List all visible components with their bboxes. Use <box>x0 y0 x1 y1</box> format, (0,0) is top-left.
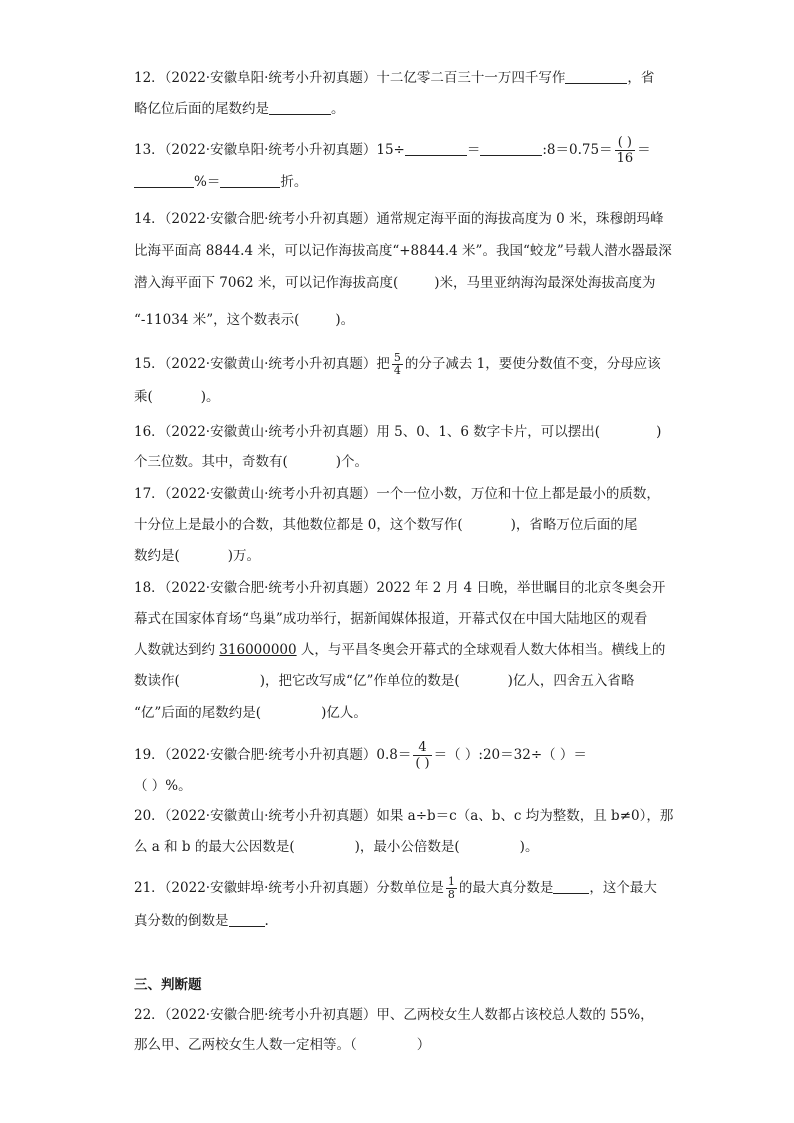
q18-line4: 数读作( )，把它改写成“亿”作单位的数是( )亿人，四舍五入省略 <box>134 673 635 689</box>
q20-line2: 么 a 和 b 的最大公因数是( )，最小公倍数是( )。 <box>134 839 539 855</box>
q15-line2: 乘( )。 <box>134 389 220 405</box>
q20-line1: 20．（2022·安徽黄山·统考小升初真题）如果 a÷b＝c（a、b、c 均为整数，且 b≠0），那 <box>134 808 674 824</box>
q15-line1: 15．（2022·安徽黄山·统考小升初真题）把 $\frac{5}{4}$ 的分子减去 1，要使分数值不变，分母应该 <box>134 351 661 377</box>
q13-blank-3[interactable] <box>134 173 194 188</box>
q14-line2: 比海平面高 8844.4 米，可以记作海拔高度“+8844.4 米”。我国“蛟龙”号载人潜水器最深 <box>134 243 672 259</box>
q17-line1: 17．（2022·安徽黄山·统考小升初真题）一个一位小数，万位和十位上都是最小的质数， <box>134 486 660 502</box>
q18-line1: 18．（2022·安徽合肥·统考小升初真题）2022 年 2 月 4 日晚，举世瞩目的北京冬奥会开 <box>134 580 666 596</box>
q12-line1: 12．（2022·安徽阜阳·统考小升初真题）十二亿零二百三十一万四千写作 ，省 <box>134 70 655 86</box>
q12-blank-1[interactable] <box>565 69 627 84</box>
q18-line2: 幕式在国家体育场“鸟巢”成功举行，据新闻媒体报道，开幕式仅在中国大陆地区的观看 <box>134 611 648 627</box>
q22-line1: 22．（2022·安徽合肥·统考小升初真题）甲、乙两校女生人数都占该校总人数的 55%， <box>134 1007 654 1023</box>
q17-line2: 十分位上是最小的合数，其他数位都是 0，这个数写作( )，省略万位后面的尾 <box>134 517 638 533</box>
q13-blank-2[interactable] <box>480 141 542 156</box>
q14-line4: “-11034 米”，这个数表示( )。 <box>134 312 355 328</box>
q21-blank-2[interactable] <box>229 912 265 927</box>
q16-line1: 16．（2022·安徽黄山·统考小升初真题）用 5、0、1、6 数字卡片，可以摆出( ) <box>134 424 662 440</box>
q12-blank-2[interactable] <box>269 100 331 115</box>
q18-line5: “亿”后面的尾数约是( )亿人。 <box>134 705 367 721</box>
q19-line2: （ ）%。 <box>134 778 192 794</box>
q21-line1: 21．（2022·安徽蚌埠·统考小升初真题）分数单位是 $\frac{1}{8}$ 的最大真分数是 ，这个最大 <box>134 875 657 901</box>
q12-text: 12．（2022·安徽阜阳·统考小升初真题）十二亿零二百三十一万四千写作 <box>134 70 566 86</box>
q15-fraction: $\frac{5}{4}$ <box>393 351 401 377</box>
q13-fraction: $\frac{( )}{16}$ <box>616 135 634 166</box>
q17-line3: 数约是( )万。 <box>134 548 261 564</box>
q13-line2: %＝ 折。 <box>134 172 307 192</box>
q18-line3: 人数就达到约 316000000 人，与平昌冬奥会开幕式的全球观看人数大体相当。横线上的 <box>134 642 666 658</box>
q13-line1: 13．（2022·安徽阜阳·统考小升初真题）15÷ ＝ :8＝0.75＝ $\frac{( )}{16}$ ＝ <box>134 135 651 166</box>
section-heading-judgement: 三、判断题 <box>134 977 202 993</box>
q16-line2: 个三位数。其中，奇数有( )个。 <box>134 454 369 470</box>
q19-fraction: $\frac{4}{( )}$ <box>415 740 430 771</box>
q12-line2: 略亿位后面的尾数约是 。 <box>134 101 345 117</box>
q14-line3: 潜入海平面下 7062 米，可以记作海拔高度( )米，马里亚纳海沟最深处海拔高度为 <box>134 275 656 291</box>
q13-blank-4[interactable] <box>220 173 280 188</box>
q19-line1: 19．（2022·安徽合肥·统考小升初真题）0.8＝ $\frac{4}{( )}$ ＝（ ）:20＝32÷（ ）＝ <box>134 740 587 771</box>
q14-line1: 14．（2022·安徽合肥·统考小升初真题）通常规定海平面的海拔高度为 0 米，珠穆朗玛峰 <box>134 211 664 227</box>
q22-line2: 那么甲、乙两校女生人数一定相等。（ ） <box>134 1037 431 1053</box>
q13-blank-1[interactable] <box>405 141 467 156</box>
q21-fraction: $\frac{1}{8}$ <box>447 875 455 901</box>
q21-blank-1[interactable] <box>553 879 589 894</box>
q18-underlined-number: 316000000 <box>219 642 297 658</box>
q21-line2: 真分数的倒数是 . <box>134 913 269 929</box>
